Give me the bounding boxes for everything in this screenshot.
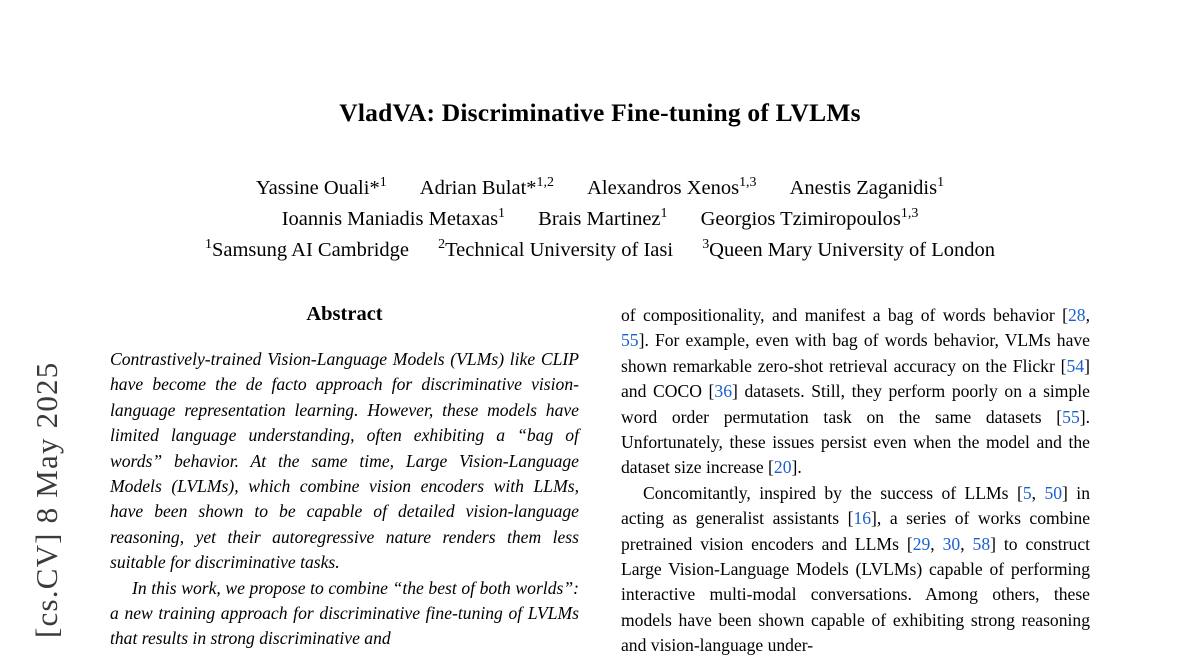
citation-link[interactable]: 30	[942, 533, 961, 554]
citation-link[interactable]: 20	[773, 457, 792, 478]
author-affil-marker: 1	[498, 206, 506, 222]
citation-link[interactable]: 36	[714, 381, 733, 402]
author-list	[110, 173, 1090, 266]
affiliation-marker: 3	[702, 237, 710, 253]
body-columns	[110, 303, 1090, 659]
author: Georgios Tzimiropoulos$^{1,3}$	[700, 206, 919, 230]
affiliation-row	[110, 235, 1090, 266]
intro-paragraph-2: Concomitantly, inspired by the success of LLMs [5, 50] in acting as generalist assistants [16], a series of works combine pretrained vision encoders and LLMs [29, 30, 58] to construct Large Vision-Language Models (LVLMs) capable of performing interactive multi-modal conversations. Among others, these models have been shown capable of exhibiting strong reasoning and vision-language under-	[621, 482, 1091, 656]
author: Brais Martinez$^1$	[538, 206, 668, 230]
arxiv-stamp: [cs.CV] 8 May 2025	[29, 361, 64, 638]
citation-link[interactable]: 55	[1062, 406, 1080, 427]
emphasis-text: bag of words	[832, 330, 928, 351]
abstract-paragraph-1: Contrastively-trained Vision-Language Models (VLMs) like CLIP have become the de facto approach for discriminative vision-language representation learning. However, these models have limited language understanding, often exhibiting a “bag of words” behavior. At the same time, Large Vision-Language Models (LVLMs), which combine vision encoders with LLMs, have been shown to be capable of detailed vision-language reasoning, yet their autoregressive nature renders them less suitable for discriminative tasks.	[110, 349, 579, 573]
author-affil-marker: 1,3	[900, 206, 919, 222]
affiliation-marker: 2	[438, 237, 446, 253]
citation-link[interactable]: 54	[1066, 355, 1085, 376]
author-affil-marker: 1,3	[739, 175, 757, 191]
author-affil-marker: 1	[660, 206, 668, 222]
author-affil-marker: 1	[937, 175, 945, 191]
left-column	[110, 303, 579, 659]
author-affil-marker: 1,2	[536, 175, 554, 191]
citation-link[interactable]: 28	[1067, 305, 1086, 325]
citation-link[interactable]: 58	[972, 533, 991, 554]
citation-link[interactable]: 5	[1022, 482, 1032, 503]
citation-link[interactable]: 16	[853, 508, 872, 529]
affiliation: $^2$Technical University of Iasi	[438, 237, 674, 261]
author-row-2	[110, 204, 1090, 235]
author-row-1	[110, 173, 1090, 204]
abstract-heading: Abstract	[306, 303, 383, 325]
intro-paragraph-1: of compositionality, and manifest a bag of words behavior [28, 55]. For example, even with bag of words behavior, VLMs have shown remarkable zero-shot retrieval accuracy on the Flickr [54] and COCO [36] datasets. Still, they perform poorly on a simple word order permutation task on the same datasets [55]. Unfortunately, these issues persist even when the model and the dataset size increase [20].	[621, 305, 1090, 478]
author-affil-marker: 1	[379, 175, 387, 191]
author: Anestis Zaganidis$^1$	[789, 175, 945, 199]
citation-link[interactable]: 29	[912, 533, 931, 554]
affiliation: $^1$Samsung AI Cambridge	[205, 237, 409, 261]
abstract-paragraph-2: In this work, we propose to combine “the best of both worlds”: a new training approach for discriminative fine-tuning of LVLMs that results in strong discriminative and	[110, 577, 579, 649]
citation-link[interactable]: 50	[1044, 482, 1063, 503]
emphasis-text: exhibiting strong reasoning and vision-language under-	[621, 609, 1090, 656]
right-column	[621, 303, 1090, 659]
author: Adrian Bulat*$^{1,2}$	[419, 175, 554, 199]
author: Yassine Ouali*$^1$	[255, 175, 387, 199]
author: Ioannis Maniadis Metaxas$^1$	[281, 206, 506, 230]
page-title: VladVA: Discriminative Fine-tuning of LVLMs	[339, 98, 861, 127]
paper-content	[110, 0, 1091, 656]
affiliation-marker: 1	[205, 237, 212, 253]
affiliation: $^3$Queen Mary University of London	[702, 237, 995, 261]
citation-link[interactable]: 55	[621, 330, 639, 351]
author: Alexandros Xenos$^{1,3}$	[587, 175, 757, 199]
emphasis-text: bag of words	[887, 305, 986, 325]
